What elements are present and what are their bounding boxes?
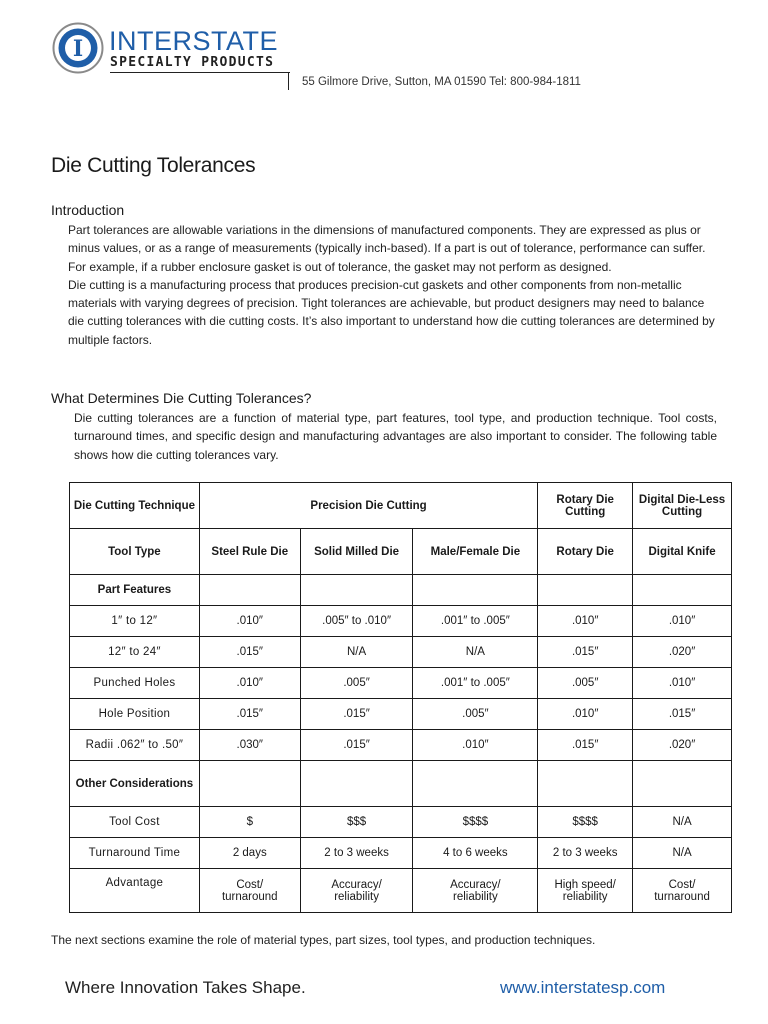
table-cell [413, 869, 538, 913]
precision-header: Precision Die Cutting [199, 483, 537, 529]
row-label: Hole Position [70, 699, 200, 730]
table-row [70, 606, 732, 637]
table-cell: 2 to 3 weeks [538, 838, 633, 869]
table-cell: .005″ to .010″ [300, 606, 413, 637]
table-cell: .010″ [633, 606, 732, 637]
advantage-line: Cost/ [668, 878, 696, 891]
tool-type-cell: Digital Knife [633, 529, 732, 575]
intro-paragraph-2: Die cutting is a manufacturing process that produces precision-cut gaskets and other components from non-metallic materials with varying degrees of precision. Tight tolerances are achievable, but product designers may need to balance die cutting tolerances with die cutting costs. It’s also important to understand how die cutting tolerances are determined by multiple factors. [68, 277, 715, 347]
row-label: Turnaround Time [70, 838, 200, 869]
table-cell: .015″ [300, 699, 413, 730]
table-row [70, 838, 732, 869]
table-cell: 4 to 6 weeks [413, 838, 538, 869]
company-logo-icon [52, 22, 104, 74]
tool-type-row [70, 529, 732, 575]
closing-paragraph: The next sections examine the role of material types, part sizes, tool types, and production techniques. [51, 933, 596, 947]
table-cell: .001″ to .005″ [413, 668, 538, 699]
table-row [70, 807, 732, 838]
table-cell: .005″ [413, 699, 538, 730]
tool-type-header: Tool Type [70, 529, 200, 575]
intro-section [68, 221, 718, 349]
table-cell [300, 869, 413, 913]
table-row [70, 668, 732, 699]
other-considerations-label: Other Considerations [70, 761, 200, 807]
row-label: Punched Holes [70, 668, 200, 699]
row-label: Tool Cost [70, 807, 200, 838]
table-cell: N/A [633, 807, 732, 838]
table-cell: .020″ [633, 730, 732, 761]
table-cell: .010″ [538, 606, 633, 637]
table-cell: $$$ [300, 807, 413, 838]
row-label: Radii .062″ to .50″ [70, 730, 200, 761]
table-cell: .015″ [199, 699, 300, 730]
advantage-row [70, 869, 732, 913]
determines-heading: What Determines Die Cutting Tolerances? [51, 390, 312, 406]
table-cell: $$$$ [413, 807, 538, 838]
table-cell: N/A [413, 637, 538, 668]
intro-heading: Introduction [51, 202, 125, 218]
technique-header: Die Cutting Technique [70, 483, 200, 529]
tolerance-table [69, 482, 732, 913]
part-features-row [70, 575, 732, 606]
part-features-label: Part Features [70, 575, 200, 606]
table-cell: .015″ [199, 637, 300, 668]
company-address: 55 Gilmore Drive, Sutton, MA 01590 Tel: 800-984-1811 [302, 76, 581, 88]
determines-section [74, 409, 717, 464]
advantage-line: turnaround [221, 890, 278, 903]
table-cell: .015″ [633, 699, 732, 730]
table-cell: .015″ [538, 730, 633, 761]
table-row [70, 730, 732, 761]
table-cell: .005″ [538, 668, 633, 699]
table-cell: .020″ [633, 637, 732, 668]
table-cell: .015″ [300, 730, 413, 761]
tool-type-cell: Rotary Die [538, 529, 633, 575]
footer-website-link[interactable]: www.interstatesp.com [500, 978, 666, 997]
table-cell: $$$$ [538, 807, 633, 838]
digital-header: Digital Die-Less Cutting [633, 483, 732, 529]
brand-name: INTERSTATE [109, 26, 279, 56]
table-cell: .010″ [199, 668, 300, 699]
table-cell [633, 869, 732, 913]
table-cell: .010″ [199, 606, 300, 637]
table-cell: .001″ to .005″ [413, 606, 538, 637]
table-cell: 2 days [199, 838, 300, 869]
table-cell: $ [199, 807, 300, 838]
advantage-line: reliability [334, 890, 379, 903]
table-row [70, 637, 732, 668]
table-row [70, 699, 732, 730]
tool-type-cell: Solid Milled Die [300, 529, 413, 575]
table-cell: N/A [633, 838, 732, 869]
table-cell [199, 869, 300, 913]
advantage-line: Cost/ [236, 878, 264, 891]
table-cell: .015″ [538, 637, 633, 668]
table-cell: .030″ [199, 730, 300, 761]
advantage-line: reliability [452, 890, 498, 903]
brand-divider-vertical [288, 72, 289, 90]
rotary-header: Rotary Die Cutting [538, 483, 633, 529]
table-cell: N/A [300, 637, 413, 668]
row-label: Advantage [70, 869, 200, 913]
footer-tagline: Where Innovation Takes Shape. [65, 978, 306, 997]
advantage-line: reliability [562, 890, 608, 903]
other-considerations-row [70, 761, 732, 807]
table-cell: .010″ [633, 668, 732, 699]
advantage-line: turnaround [654, 890, 710, 903]
brand-divider [110, 72, 290, 73]
brand-subtitle: SPECIALTY PRODUCTS [110, 55, 275, 70]
technique-row [70, 483, 732, 529]
table-cell [538, 869, 633, 913]
table-cell: 2 to 3 weeks [300, 838, 413, 869]
logo-letter: I [72, 36, 84, 62]
tool-type-cell: Steel Rule Die [199, 529, 300, 575]
page-title: Die Cutting Tolerances [51, 154, 256, 177]
letterhead [52, 22, 732, 102]
determines-paragraph: Die cutting tolerances are a function of material type, part features, tool type, and production technique. Tool costs, turnaround times, and specific design and manufacturing advantages are also important to consider. The following table shows how die cutting tolerances vary. [74, 411, 717, 462]
row-label: 12″ to 24″ [70, 637, 200, 668]
advantage-line: High speed/ [554, 878, 616, 891]
table-cell: .005″ [300, 668, 413, 699]
table-cell: .010″ [413, 730, 538, 761]
intro-paragraph-1: Part tolerances are allowable variations in the dimensions of manufactured components. They are expressed as plus or minus values, or as a range of measurements (typically inch-based). If a part is out of tolerance, performance can suffer. For example, if a rubber enclosure gasket is out of tolerance, the gasket may not perform as designed. [68, 223, 706, 274]
table-cell: .010″ [538, 699, 633, 730]
row-label: 1″ to 12″ [70, 606, 200, 637]
tool-type-cell: Male/Female Die [413, 529, 538, 575]
advantage-line: Accuracy/ [450, 878, 501, 891]
advantage-line: Accuracy/ [331, 878, 382, 891]
